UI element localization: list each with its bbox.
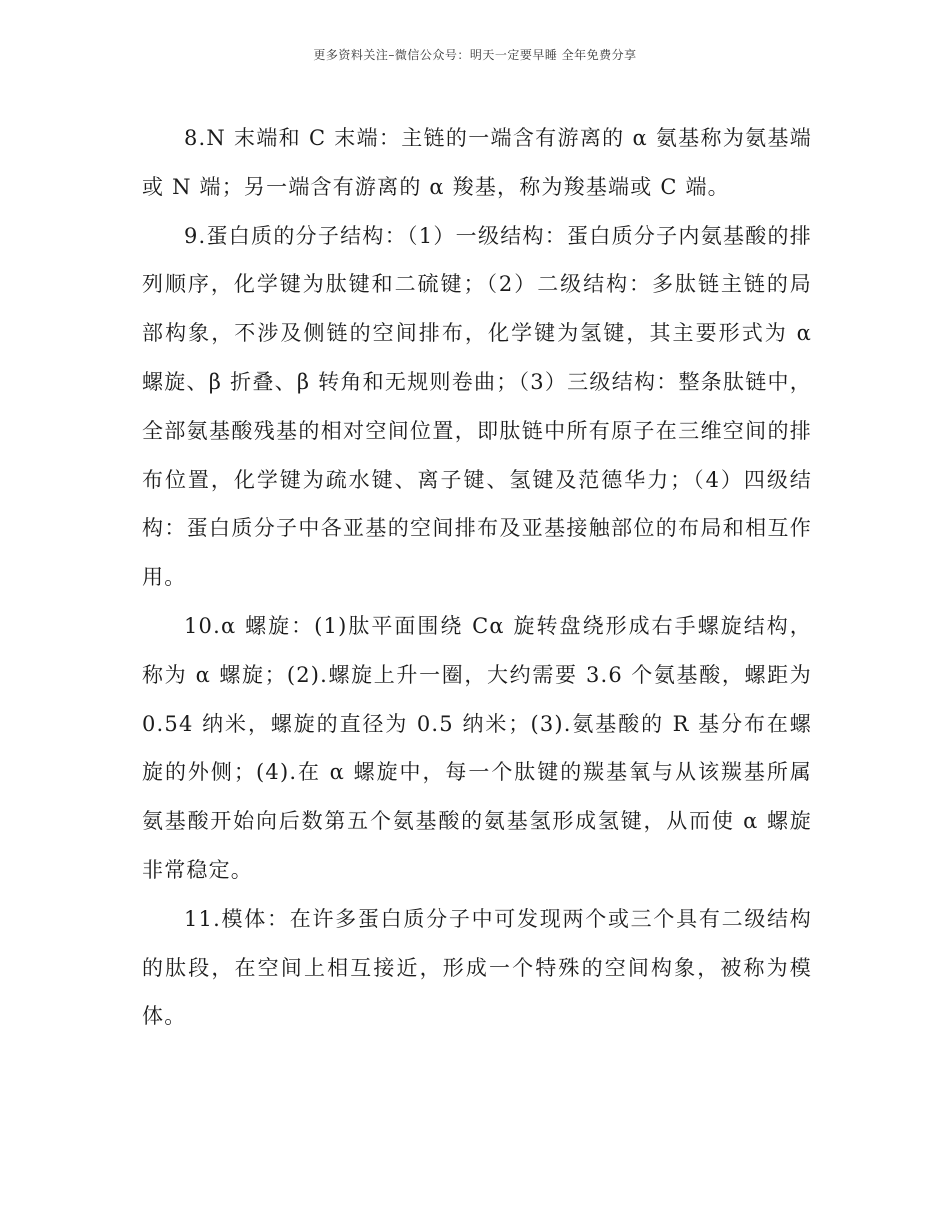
paragraph-motif: 11.模体：在许多蛋白质分子中可发现两个或三个具有二级结构的肽段，在空间上相互接近，形成一个特殊的空间构象，被称为模体。 [142,906,812,1029]
paragraph-n-c-terminus: 8.N 末端和 C 末端：主链的一端含有游离的 α 氨基称为氨基端或 N 端；另一端含有游离的 α 羧基，称为羧基端或 C 端。 [142,126,812,199]
document-body [142,114,812,1041]
paragraph-alpha-helix: 10.α 螺旋：(1)肽平面围绕 Cα 旋转盘绕形成右手螺旋结构，称为 α 螺旋；(2).螺旋上升一圈，大约需要 3.6 个氨基酸，螺距为 0.54 纳米，螺旋的直径为 0.5 纳米；(3).氨基酸的 R 基分布在螺旋的外侧；(4).在 α 螺旋中，每一个肽键的羰基氧与从该羰基所属氨基酸开始向后数第五个氨基酸的氨基氢形成氢键，从而使 α 螺旋非常稳定。 [142,613,812,882]
page-header: 更多资料关注–微信公众号：明天一定要早睡 全年免费分享 [313,48,637,62]
paragraph-protein-structure: 9.蛋白质的分子结构：（1）一级结构：蛋白质分子内氨基酸的排列顺序，化学键为肽键和二硫键；（2）二级结构：多肽链主链的局部构象，不涉及侧链的空间排布，化学键为氢键，其主要形式为 α 螺旋、β 折叠、β 转角和无规则卷曲；（3）三级结构：整条肽链中，全部氨基酸残基的相对空间位置，即肽链中所有原子在三维空间的排布位置，化学键为疏水键、离子键、氢键及范德华力；（4）四级结构：蛋白质分子中各亚基的空间排布及亚基接触部位的布局和相互作用。 [142,223,812,590]
